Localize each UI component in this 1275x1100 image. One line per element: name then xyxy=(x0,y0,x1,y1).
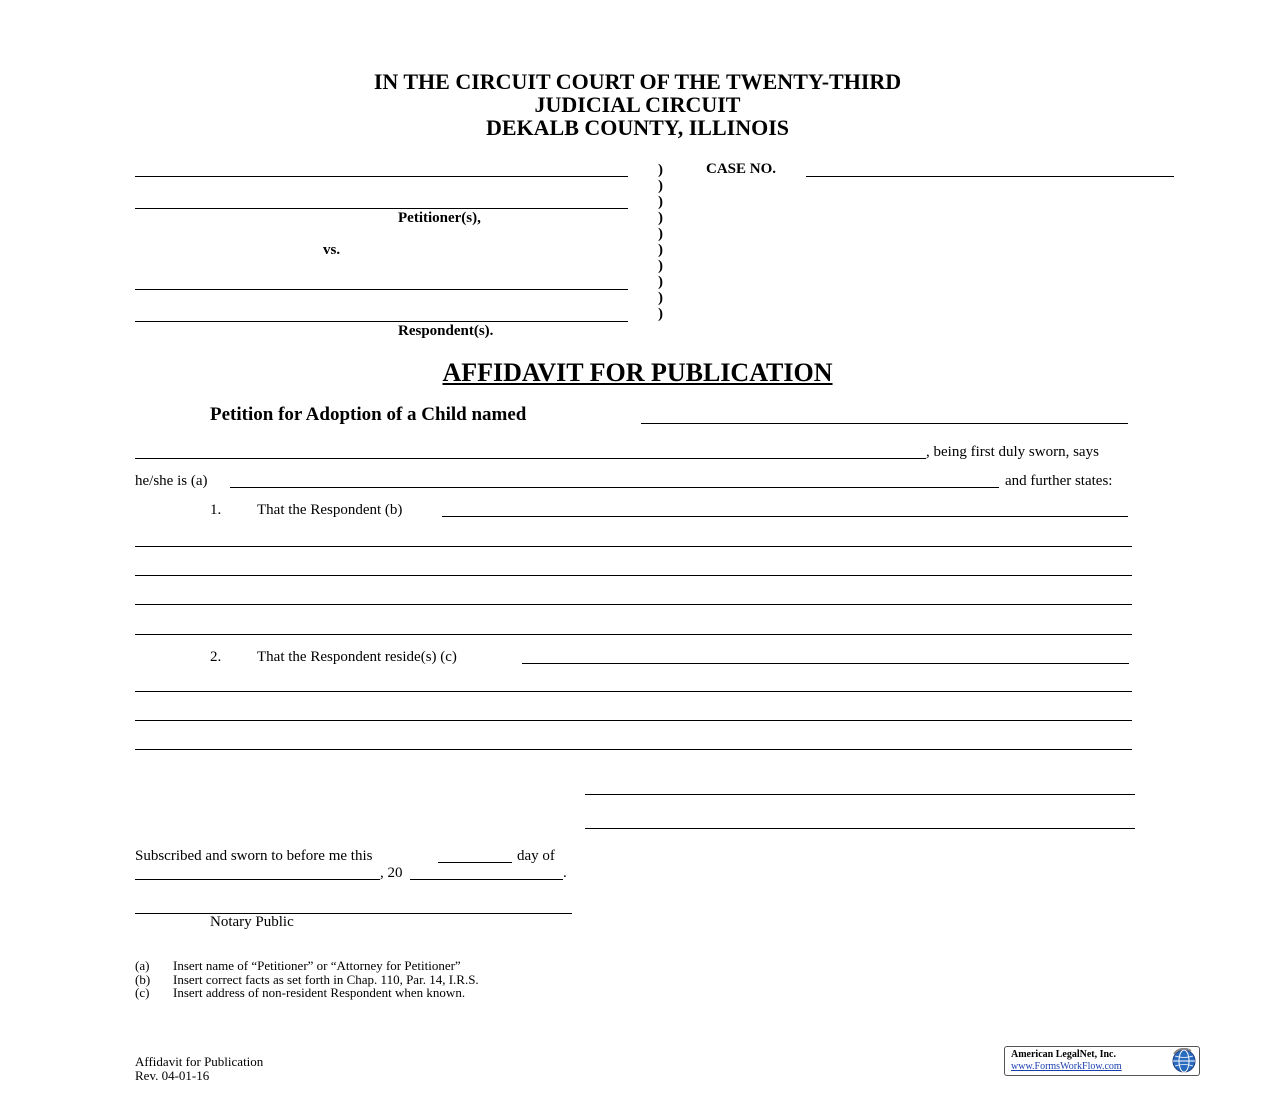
footnote-text: Insert correct facts as set forth in Chap. 110, Par. 14, I.R.S. xyxy=(173,972,479,987)
item1-line[interactable] xyxy=(135,546,1132,547)
caption-paren: ) xyxy=(658,178,663,194)
item1-line[interactable] xyxy=(135,634,1132,635)
caption-paren: ) xyxy=(658,306,663,322)
footnote-mark: (c) xyxy=(135,985,150,1000)
brand-logo-box[interactable] xyxy=(1004,1046,1200,1076)
item2-text: That the Respondent reside(s) (c) xyxy=(257,649,457,665)
further-states: and further states: xyxy=(1005,473,1113,489)
notary-label: Notary Public xyxy=(210,914,294,930)
vs-label: vs. xyxy=(323,242,341,258)
globe-icon xyxy=(1171,1048,1197,1074)
item2-line[interactable] xyxy=(135,749,1132,750)
caption-paren: ) xyxy=(658,194,663,210)
petitioner-line-1[interactable] xyxy=(135,176,628,177)
heshe-prefix: he/she is (a) xyxy=(135,473,208,489)
jurat-month-field[interactable] xyxy=(135,879,380,880)
caption-paren: ) xyxy=(658,258,663,274)
item2-number: 2. xyxy=(210,649,222,665)
affiant-role-field[interactable] xyxy=(230,487,999,488)
petitioner-line-2[interactable] xyxy=(135,208,628,209)
caption-paren: ) xyxy=(658,290,663,306)
footnote-text: Insert address of non-resident Respondent when known. xyxy=(173,985,466,1000)
sworn-text: , being first duly sworn, says xyxy=(926,444,1099,460)
affiant-signature-line[interactable] xyxy=(585,794,1135,795)
petitioner-label: Petitioner(s), xyxy=(398,210,481,226)
respondent-line-2[interactable] xyxy=(135,321,628,322)
respondent-label: Respondent(s). xyxy=(398,323,494,339)
affiant-signature-line[interactable] xyxy=(585,828,1135,829)
jurat-day-field[interactable] xyxy=(438,862,512,863)
court-header-line3: DEKALB COUNTY, ILLINOIS xyxy=(486,115,789,140)
item1-field[interactable] xyxy=(442,516,1128,517)
subscribed-prefix: Subscribed and sworn to before me this xyxy=(135,848,373,864)
item1-number: 1. xyxy=(210,502,222,518)
footnote-mark: (a) xyxy=(135,958,150,973)
court-header-line2: JUDICIAL CIRCUIT xyxy=(534,92,741,117)
affiant-name-field[interactable] xyxy=(135,458,926,459)
footer-form-name: Affidavit for Publication xyxy=(135,1054,264,1069)
jurat-period: . xyxy=(563,865,567,881)
caption-paren: ) xyxy=(658,162,663,178)
item2-line[interactable] xyxy=(135,720,1132,721)
footer-revision: Rev. 04-01-16 xyxy=(135,1068,210,1083)
case-no-field[interactable] xyxy=(806,176,1174,177)
item2-field[interactable] xyxy=(522,663,1129,664)
footnote-mark: (b) xyxy=(135,972,151,987)
caption-paren: ) xyxy=(658,226,663,242)
footnote-text: Insert name of “Petitioner” or “Attorney for Petitioner” xyxy=(173,958,461,973)
respondent-line-1[interactable] xyxy=(135,289,628,290)
caption-paren: ) xyxy=(658,274,663,290)
document-title xyxy=(0,358,1275,388)
item1-text: That the Respondent (b) xyxy=(257,502,403,518)
case-no-label: CASE NO. xyxy=(706,161,777,177)
caption-paren: ) xyxy=(658,210,663,226)
item1-line[interactable] xyxy=(135,604,1132,605)
brand-url-link[interactable]: www.FormsWorkFlow.com xyxy=(1011,1061,1122,1072)
jurat-year-field[interactable] xyxy=(410,879,563,880)
subtitle: Petition for Adoption of a Child named xyxy=(210,404,527,425)
court-header-line1: IN THE CIRCUIT COURT OF THE TWENTY-THIRD xyxy=(373,69,902,94)
caption-paren: ) xyxy=(658,242,663,258)
item2-line[interactable] xyxy=(135,691,1132,692)
brand-name: American LegalNet, Inc. xyxy=(1011,1049,1116,1060)
day-of-text: day of xyxy=(517,848,555,864)
document-title-text: AFFIDAVIT FOR PUBLICATION xyxy=(442,358,833,387)
notary-signature-line[interactable] xyxy=(135,913,572,914)
comma-20-text: , 20 xyxy=(380,865,403,881)
item1-line[interactable] xyxy=(135,575,1132,576)
child-name-field[interactable] xyxy=(641,423,1128,424)
